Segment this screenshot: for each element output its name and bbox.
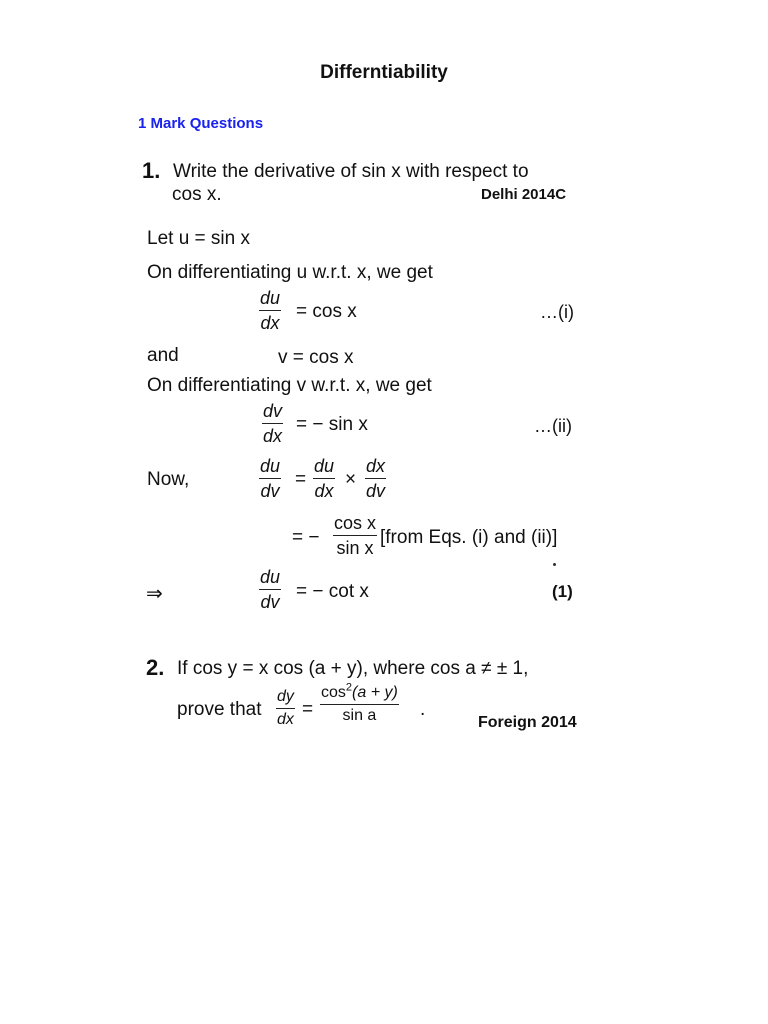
fraction-dv-dx xyxy=(262,401,283,446)
question-2-prove-label: prove that xyxy=(177,699,262,720)
fraction-numerator: dv xyxy=(262,401,283,424)
fraction-numerator: du xyxy=(313,456,335,479)
fraction-dx-dv xyxy=(365,456,386,501)
question-1-number: 1. xyxy=(142,158,161,183)
fraction-denominator: dv xyxy=(260,592,280,612)
fraction-denominator: dx xyxy=(263,426,283,446)
v-definition: v = cos x xyxy=(278,347,354,368)
now-label: Now, xyxy=(147,469,190,490)
fraction-du-dv xyxy=(259,456,281,501)
equation-1-rhs: = cos x xyxy=(296,301,357,322)
question-2-source: Foreign 2014 xyxy=(478,714,577,731)
question-1-source: Delhi 2014C xyxy=(481,186,567,203)
stray-dot xyxy=(553,563,556,566)
fraction-numerator: dy xyxy=(276,688,295,709)
fraction-numerator: dx xyxy=(365,456,386,479)
question-1-text-line1: Write the derivative of sin x with respect to xyxy=(173,161,529,182)
implies-arrow: ⇒ xyxy=(146,583,163,605)
fraction-denominator: dv xyxy=(260,481,280,501)
equals-sign: = xyxy=(302,699,314,720)
fraction-cos-squared-over-sin xyxy=(320,681,399,725)
fraction-numerator: cos x xyxy=(333,513,377,536)
solution-let-statement: Let u = sin x xyxy=(147,228,250,249)
period: . xyxy=(420,699,426,720)
marks-label: (1) xyxy=(552,582,573,601)
solution-differentiate-v: On differentiating v w.r.t. x, we get xyxy=(147,375,432,396)
exponent: 2 xyxy=(345,681,353,694)
fraction-numerator: du xyxy=(259,567,281,590)
times-sign: × xyxy=(345,469,357,490)
equation-2-tag: …(ii) xyxy=(534,416,572,436)
question-2-text-line1: If cos y = x cos (a + y), where cos a ≠ ± 1, xyxy=(177,658,529,679)
fraction-cos-over-sin xyxy=(333,513,377,558)
fraction-denominator: dx xyxy=(277,711,294,728)
page-title: Differntiability xyxy=(320,62,448,83)
fraction-denominator: sin x xyxy=(336,538,374,558)
question-2-number: 2. xyxy=(146,655,165,680)
and-label: and xyxy=(147,345,179,366)
fraction-denominator: dx xyxy=(260,313,280,333)
fraction-numerator: du xyxy=(259,456,281,479)
equation-1-tag: …(i) xyxy=(540,302,574,322)
fraction-numerator xyxy=(320,681,399,705)
equation-4-prefix: = − xyxy=(292,527,320,548)
fraction-du-dv-result xyxy=(259,567,281,612)
solution-differentiate-u: On differentiating u w.r.t. x, we get xyxy=(147,262,433,283)
fraction-du-dx xyxy=(259,288,281,333)
question-1-text-line2: cos x. xyxy=(172,184,222,205)
fraction-numerator: du xyxy=(259,288,281,311)
section-heading: 1 Mark Questions xyxy=(138,115,264,132)
equation-5-rhs: = − cot x xyxy=(296,581,369,602)
equation-2-rhs: = − sin x xyxy=(296,414,368,435)
equation-4-reference: [from Eqs. (i) and (ii)] xyxy=(380,527,558,548)
fraction-denominator: dx xyxy=(314,481,334,501)
cos-text: cos xyxy=(321,684,346,701)
fraction-denominator: sin a xyxy=(342,707,377,724)
argument-text: (a + y) xyxy=(352,684,398,701)
fraction-du-dx-chain xyxy=(313,456,335,501)
equals-sign: = xyxy=(295,469,307,490)
fraction-denominator: dv xyxy=(366,481,386,501)
fraction-dy-dx xyxy=(276,688,295,729)
